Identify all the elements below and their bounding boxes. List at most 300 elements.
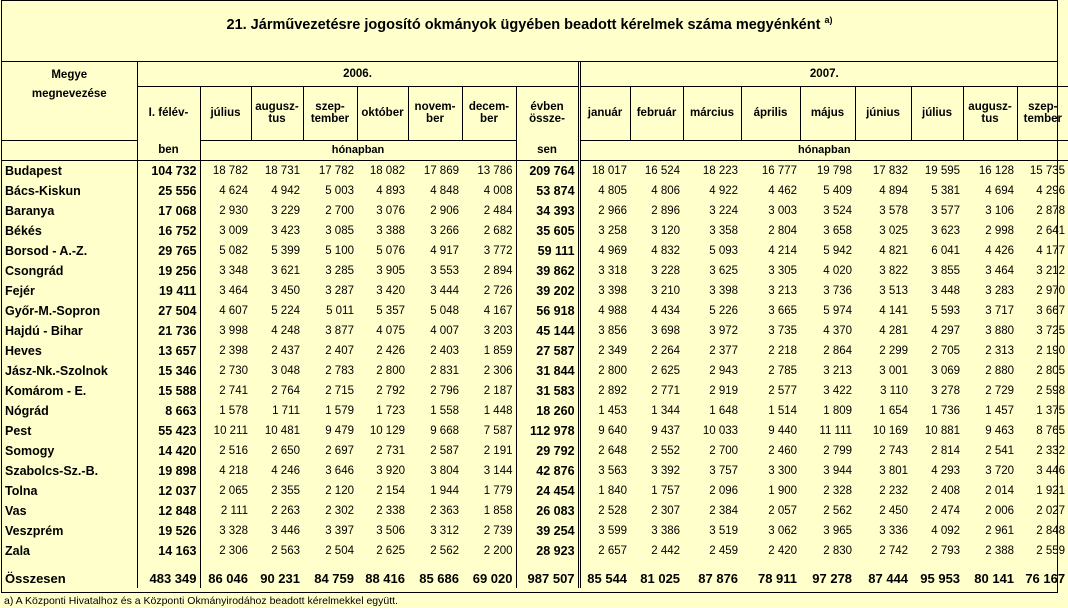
month-value-2007: 2 742 bbox=[879, 544, 909, 557]
month-value-2006: 5 003 bbox=[325, 184, 354, 197]
month-value-2007: 4 922 bbox=[709, 184, 739, 197]
month-value-2006: 2 562 bbox=[430, 544, 459, 557]
month-value-2006: 5 399 bbox=[271, 244, 300, 257]
county-row bbox=[2, 461, 1068, 481]
month-value-2007: 4 281 bbox=[879, 324, 909, 337]
month-value-2006: 3 646 bbox=[325, 464, 354, 477]
month-value-2007: 4 177 bbox=[1036, 244, 1066, 257]
month-value-2007: 3 069 bbox=[931, 364, 961, 377]
month-value-2007: 9 640 bbox=[579, 421, 630, 441]
month-header-label: június bbox=[866, 107, 900, 119]
annual-header-label: össze- bbox=[529, 113, 565, 126]
month-value-2006: 18 731 bbox=[264, 164, 300, 177]
month-value-2007: 80 141 bbox=[974, 570, 1015, 586]
month-value-2007: 3 210 bbox=[651, 284, 681, 297]
county-row bbox=[2, 221, 1068, 241]
month-value-2007: 2 541 bbox=[985, 444, 1015, 457]
annual-total-value: 31 844 bbox=[516, 361, 579, 381]
month-value-2007: 4 020 bbox=[823, 264, 853, 277]
month-value-2007: 3 464 bbox=[985, 264, 1015, 277]
month-value-2007: 2 190 bbox=[1036, 344, 1066, 357]
month-value-2006: 4 246 bbox=[271, 464, 300, 477]
month-value-2007: 95 953 bbox=[920, 570, 961, 586]
month-value-2007: 2 641 bbox=[1036, 224, 1066, 237]
month-header-label: május bbox=[810, 107, 845, 119]
month-value-2007: 3 665 bbox=[768, 304, 798, 317]
county-header-spacer bbox=[2, 140, 137, 160]
month-header-label: április bbox=[753, 107, 788, 119]
month-value-2007: 1 654 bbox=[879, 404, 909, 417]
county-row bbox=[2, 541, 1068, 561]
month-value-2007: 2 559 bbox=[1036, 544, 1066, 557]
month-value-2006: 2 792 bbox=[376, 384, 405, 397]
month-value-2006: 2 426 bbox=[376, 344, 405, 357]
month-value-2007: 2 804 bbox=[768, 224, 798, 237]
month-value-2007: 1 809 bbox=[823, 404, 853, 417]
month-value-2006: 86 046 bbox=[200, 561, 251, 588]
county-row bbox=[2, 241, 1068, 261]
county-name: Zala bbox=[5, 543, 31, 558]
month-value-2007: 2 998 bbox=[985, 224, 1015, 237]
month-value-2006: 2 682 bbox=[483, 224, 513, 237]
month-value-2007: 3 358 bbox=[709, 224, 739, 237]
month-value-2007: 1 757 bbox=[651, 484, 681, 497]
h1-value: 15 346 bbox=[137, 361, 200, 381]
month-value-2007: 3 801 bbox=[879, 464, 909, 477]
county-row bbox=[2, 301, 1068, 321]
month-value-2007: 3 305 bbox=[768, 264, 798, 277]
month-value-2006: 2 111 bbox=[200, 501, 251, 521]
month-value-2006: 2 563 bbox=[271, 544, 300, 557]
county-row bbox=[2, 521, 1068, 541]
month-value-2007: 76 167 bbox=[1025, 570, 1066, 586]
month-value-2006: 3 553 bbox=[430, 264, 459, 277]
month-value-2007: 2 388 bbox=[985, 544, 1015, 557]
month-value-2006: 2 306 bbox=[200, 541, 251, 561]
month-value-2007: 2 218 bbox=[768, 344, 798, 357]
annual-total-value: 18 260 bbox=[516, 401, 579, 421]
annual-total-value: 39 202 bbox=[516, 281, 579, 301]
h1-value: 19 411 bbox=[137, 281, 200, 301]
month-value-2007: 15 735 bbox=[1029, 164, 1066, 177]
month-header-label: július bbox=[922, 107, 953, 119]
month-value-2006: 3 423 bbox=[271, 224, 300, 237]
county-header-line-1: Megye bbox=[51, 69, 88, 81]
month-value-2007: 3 578 bbox=[879, 204, 909, 217]
month-value-2007: 2 562 bbox=[823, 504, 853, 517]
month-value-2006: 13 786 bbox=[477, 164, 513, 177]
month-value-2006: 18 782 bbox=[200, 160, 251, 181]
month-value-2007: 3 735 bbox=[768, 324, 798, 337]
month-value-2007: 16 128 bbox=[978, 164, 1015, 177]
month-value-2007: 3 855 bbox=[931, 264, 961, 277]
county-row bbox=[2, 481, 1068, 501]
month-value-2006: 2 726 bbox=[483, 284, 513, 297]
h1-header-ben: ben bbox=[137, 140, 200, 160]
month-value-2007: 4 297 bbox=[931, 324, 961, 337]
month-value-2006: 2 338 bbox=[376, 504, 405, 517]
month-value-2007: 2 377 bbox=[709, 344, 739, 357]
month-value-2007: 2 799 bbox=[823, 444, 853, 457]
month-value-2006: 2 731 bbox=[376, 444, 405, 457]
county-name: Hajdú - Bihar bbox=[5, 323, 83, 338]
h1-value: 14 163 bbox=[137, 541, 200, 561]
month-value-2007: 4 969 bbox=[579, 241, 630, 261]
county-name: Bács-Kiskun bbox=[5, 183, 81, 198]
month-value-2006: 10 211 bbox=[200, 421, 251, 441]
county-row bbox=[2, 381, 1068, 401]
month-value-2007: 2 474 bbox=[931, 504, 961, 517]
month-value-2007: 2 408 bbox=[931, 484, 961, 497]
annual-total-value: 56 918 bbox=[516, 301, 579, 321]
county-name: Nógrád bbox=[5, 403, 49, 418]
month-value-2006: 2 407 bbox=[325, 344, 354, 357]
month-value-2007: 3 599 bbox=[579, 521, 630, 541]
county-name: Borsod - A.-Z. bbox=[5, 243, 88, 258]
month-value-2007: 2 657 bbox=[579, 541, 630, 561]
month-header-label-cont: ber bbox=[426, 113, 444, 125]
month-header-label: február bbox=[636, 107, 677, 119]
month-header-label: augusz- bbox=[968, 101, 1012, 113]
month-value-2007: 3 658 bbox=[823, 224, 853, 237]
month-header-label: január bbox=[587, 107, 623, 119]
month-value-2007: 11 111 bbox=[819, 424, 853, 437]
annual-total-value: 26 083 bbox=[516, 501, 579, 521]
month-value-2007: 2 805 bbox=[1036, 364, 1066, 377]
month-value-2007: 4 426 bbox=[985, 244, 1015, 257]
month-value-2007: 78 911 bbox=[757, 570, 798, 586]
month-value-2006: 3 312 bbox=[430, 524, 459, 537]
month-value-2007: 3 336 bbox=[879, 524, 909, 537]
table-title-bar bbox=[2, 1, 1057, 62]
month-value-2006: 2 154 bbox=[376, 484, 405, 497]
month-value-2007: 8 765 bbox=[1036, 424, 1066, 437]
month-value-2006: 3 506 bbox=[376, 524, 405, 537]
month-header-2006 bbox=[462, 86, 516, 140]
month-value-2006: 3 450 bbox=[271, 284, 300, 297]
month-value-2006: 2 302 bbox=[325, 504, 354, 517]
month-value-2007: 5 942 bbox=[823, 244, 853, 257]
h1-value: 14 420 bbox=[137, 441, 200, 461]
county-row bbox=[2, 361, 1068, 381]
month-value-2006: 3 388 bbox=[376, 224, 405, 237]
month-value-2006: 3 144 bbox=[483, 464, 513, 477]
annual-total-value: 39 862 bbox=[516, 261, 579, 281]
month-value-2007: 16 777 bbox=[761, 164, 798, 177]
month-value-2006: 4 848 bbox=[430, 184, 459, 197]
month-value-2006: 2 120 bbox=[325, 484, 354, 497]
month-value-2007: 97 278 bbox=[812, 570, 853, 586]
month-value-2006: 2 191 bbox=[483, 444, 513, 457]
month-value-2007: 1 921 bbox=[1036, 484, 1066, 497]
month-value-2006: 3 285 bbox=[325, 264, 354, 277]
county-header bbox=[2, 62, 137, 140]
month-value-2006: 2 187 bbox=[483, 384, 513, 397]
month-value-2007: 2 027 bbox=[1036, 504, 1066, 517]
statistics-page bbox=[1, 0, 1066, 607]
annual-header-sen: sen bbox=[516, 140, 579, 160]
month-value-2007: 2 814 bbox=[931, 444, 961, 457]
month-header-label-cont: ber bbox=[480, 113, 498, 125]
month-value-2007: 2 864 bbox=[823, 344, 853, 357]
month-value-2007: 3 944 bbox=[823, 464, 853, 477]
month-value-2006: 2 783 bbox=[325, 364, 354, 377]
county-name: Budapest bbox=[5, 163, 62, 178]
month-value-2006: 3 877 bbox=[325, 324, 354, 337]
month-value-2007: 2 349 bbox=[579, 341, 630, 361]
data-table bbox=[2, 62, 1068, 588]
month-value-2006: 2 700 bbox=[325, 204, 354, 217]
month-value-2007: 5 974 bbox=[823, 304, 853, 317]
month-value-2007: 2 771 bbox=[651, 384, 681, 397]
month-value-2007: 2 785 bbox=[768, 364, 798, 377]
county-name: Heves bbox=[5, 343, 42, 358]
month-value-2006: 9 668 bbox=[430, 424, 459, 437]
annual-total-value: 53 874 bbox=[516, 181, 579, 201]
month-value-2006: 3 328 bbox=[200, 521, 251, 541]
month-value-2007: 3 398 bbox=[579, 281, 630, 301]
month-value-2007: 3 422 bbox=[823, 384, 853, 397]
month-value-2006: 84 759 bbox=[314, 570, 354, 586]
month-value-2007: 3 856 bbox=[579, 321, 630, 341]
month-value-2007: 3 001 bbox=[879, 364, 909, 377]
month-header-label: novem- bbox=[414, 101, 456, 113]
month-header-label: október bbox=[361, 107, 404, 119]
month-header-2006 bbox=[200, 86, 251, 140]
month-value-2006: 3 772 bbox=[483, 244, 513, 257]
month-value-2007: 2 705 bbox=[931, 344, 961, 357]
county-name: Jász-Nk.-Szolnok bbox=[5, 363, 108, 378]
county-row bbox=[2, 441, 1068, 461]
month-value-2006: 4 167 bbox=[483, 304, 513, 317]
table-body bbox=[2, 160, 1068, 588]
county-row bbox=[2, 201, 1068, 221]
month-value-2006: 3 203 bbox=[483, 324, 513, 337]
month-value-2006: 7 587 bbox=[483, 424, 513, 437]
month-value-2007: 2 332 bbox=[1036, 444, 1066, 457]
table-header bbox=[2, 62, 1068, 160]
month-value-2007: 3 283 bbox=[985, 284, 1015, 297]
month-value-2006: 2 650 bbox=[271, 444, 300, 457]
month-value-2006: 2 065 bbox=[200, 481, 251, 501]
month-header-2006 bbox=[303, 86, 357, 140]
county-name: Szabolcs-Sz.-B. bbox=[5, 463, 99, 478]
month-header-label: július bbox=[210, 107, 241, 119]
month-value-2007: 19 595 bbox=[924, 164, 961, 177]
month-value-2007: 1 648 bbox=[709, 404, 739, 417]
month-value-2007: 3 519 bbox=[709, 524, 739, 537]
month-value-2007: 3 258 bbox=[579, 221, 630, 241]
month-value-2007: 2 743 bbox=[879, 444, 909, 457]
month-value-2006: 2 739 bbox=[483, 524, 513, 537]
month-value-2007: 1 457 bbox=[985, 404, 1015, 417]
county-name: Tolna bbox=[5, 483, 38, 498]
month-value-2007: 3 667 bbox=[1036, 304, 1066, 317]
month-value-2006: 1 558 bbox=[430, 404, 459, 417]
month-value-2007: 2 943 bbox=[709, 364, 739, 377]
month-header-2007 bbox=[800, 86, 855, 140]
month-header-2007 bbox=[579, 86, 630, 140]
month-value-2007: 3 972 bbox=[709, 324, 739, 337]
month-value-2007: 3 757 bbox=[709, 464, 739, 477]
month-value-2007: 2 384 bbox=[709, 504, 739, 517]
county-name: Fejér bbox=[5, 283, 35, 298]
county-name: Baranya bbox=[5, 203, 55, 218]
month-value-2006: 2 587 bbox=[430, 444, 459, 457]
county-name: Veszprém bbox=[5, 523, 64, 538]
month-value-2007: 2 307 bbox=[651, 504, 681, 517]
month-value-2006: 2 504 bbox=[325, 544, 354, 557]
h1-header-label: I. félév- bbox=[148, 107, 189, 120]
month-value-2007: 10 033 bbox=[702, 424, 739, 437]
month-header-2007 bbox=[855, 86, 911, 140]
month-value-2007: 2 264 bbox=[651, 344, 681, 357]
month-value-2006: 3 920 bbox=[376, 464, 405, 477]
month-value-2007: 87 444 bbox=[868, 570, 909, 586]
month-value-2007: 2 552 bbox=[651, 444, 681, 457]
month-value-2007: 2 006 bbox=[985, 504, 1015, 517]
annual-total-value: 59 111 bbox=[516, 241, 579, 261]
month-value-2007: 3 563 bbox=[579, 461, 630, 481]
month-value-2007: 2 966 bbox=[579, 201, 630, 221]
county-row bbox=[2, 181, 1068, 201]
month-value-2006: 5 082 bbox=[200, 241, 251, 261]
month-value-2007: 5 226 bbox=[709, 304, 739, 317]
h1-value: 483 349 bbox=[137, 561, 200, 588]
month-value-2006: 9 479 bbox=[325, 424, 354, 437]
county-row bbox=[2, 261, 1068, 281]
month-value-2007: 1 453 bbox=[579, 401, 630, 421]
month-value-2007: 4 832 bbox=[651, 244, 681, 257]
month-value-2006: 4 624 bbox=[200, 181, 251, 201]
month-value-2007: 3 213 bbox=[768, 284, 798, 297]
month-value-2007: 1 900 bbox=[768, 484, 798, 497]
month-value-2007: 2 096 bbox=[709, 484, 739, 497]
annual-total-value: 42 876 bbox=[516, 461, 579, 481]
h1-value: 19 898 bbox=[137, 461, 200, 481]
month-value-2007: 2 919 bbox=[709, 384, 739, 397]
month-value-2006: 5 357 bbox=[376, 304, 405, 317]
month-value-2007: 2 014 bbox=[985, 484, 1015, 497]
county-row bbox=[2, 160, 1068, 181]
month-value-2006: 5 011 bbox=[326, 304, 354, 317]
month-value-2006: 3 009 bbox=[200, 221, 251, 241]
annual-total-value: 987 507 bbox=[516, 561, 579, 588]
month-header-label: decem- bbox=[468, 101, 510, 113]
monthly-header-2006: hónapban bbox=[200, 140, 516, 160]
month-value-2006: 4 218 bbox=[200, 461, 251, 481]
county-row bbox=[2, 501, 1068, 521]
month-value-2007: 4 293 bbox=[931, 464, 961, 477]
county-name: Pest bbox=[5, 423, 32, 438]
h1-value: 17 068 bbox=[137, 201, 200, 221]
month-value-2006: 2 730 bbox=[200, 361, 251, 381]
month-value-2007: 10 169 bbox=[872, 424, 909, 437]
month-value-2007: 3 278 bbox=[931, 384, 961, 397]
month-value-2006: 2 403 bbox=[430, 344, 459, 357]
month-value-2007: 3 717 bbox=[985, 304, 1015, 317]
month-value-2006: 3 905 bbox=[376, 264, 405, 277]
month-value-2007: 3 965 bbox=[823, 524, 853, 537]
month-value-2007: 2 460 bbox=[768, 444, 798, 457]
month-value-2006: 1 858 bbox=[483, 504, 513, 517]
h1-value: 15 588 bbox=[137, 381, 200, 401]
month-value-2007: 3 736 bbox=[823, 284, 853, 297]
month-value-2006: 3 266 bbox=[430, 224, 459, 237]
month-value-2006: 1 779 bbox=[483, 484, 513, 497]
county-row bbox=[2, 341, 1068, 361]
month-value-2007: 3 513 bbox=[879, 284, 909, 297]
month-value-2007: 2 800 bbox=[579, 361, 630, 381]
h1-value: 27 504 bbox=[137, 301, 200, 321]
month-value-2007: 4 370 bbox=[823, 324, 853, 337]
footnote: a) A Központi Hivatalhoz és a Központi Okmányirodához beadott kérelmekkel együtt. bbox=[4, 595, 398, 607]
month-value-2007: 4 694 bbox=[985, 184, 1015, 197]
month-value-2007: 3 625 bbox=[709, 264, 739, 277]
month-value-2006: 2 796 bbox=[430, 384, 459, 397]
month-header-2007 bbox=[1017, 86, 1068, 140]
month-value-2007: 2 880 bbox=[985, 364, 1015, 377]
month-value-2007: 2 625 bbox=[651, 364, 681, 377]
total-row bbox=[2, 561, 1068, 588]
month-value-2007: 2 459 bbox=[709, 544, 739, 557]
county-row bbox=[2, 281, 1068, 301]
month-value-2007: 2 793 bbox=[931, 544, 961, 557]
county-name: Békés bbox=[5, 223, 42, 238]
month-value-2007: 2 577 bbox=[768, 384, 798, 397]
month-value-2007: 3 062 bbox=[768, 524, 798, 537]
month-value-2007: 9 440 bbox=[768, 424, 798, 437]
month-value-2007: 2 848 bbox=[1036, 524, 1066, 537]
annual-total-value: 27 587 bbox=[516, 341, 579, 361]
month-value-2007: 3 698 bbox=[651, 324, 681, 337]
month-value-2007: 9 463 bbox=[985, 424, 1015, 437]
month-value-2006: 2 906 bbox=[430, 204, 459, 217]
annual-total-value: 24 454 bbox=[516, 481, 579, 501]
month-value-2007: 3 025 bbox=[879, 224, 909, 237]
county-name: Komárom - E. bbox=[5, 383, 87, 398]
month-header-label: szep- bbox=[1028, 101, 1058, 113]
month-header-2007 bbox=[683, 86, 741, 140]
month-value-2006: 4 942 bbox=[271, 184, 300, 197]
h1-header bbox=[137, 86, 200, 140]
month-value-2007: 3 398 bbox=[709, 284, 739, 297]
monthly-header-2007: hónapban bbox=[579, 140, 1068, 160]
month-value-2006: 4 008 bbox=[483, 184, 513, 197]
month-value-2006: 2 484 bbox=[483, 204, 513, 217]
h1-value: 104 732 bbox=[137, 160, 200, 181]
month-value-2007: 3 386 bbox=[651, 524, 681, 537]
month-value-2007: 10 881 bbox=[924, 424, 961, 437]
annual-total-value: 35 605 bbox=[516, 221, 579, 241]
month-value-2007: 3 577 bbox=[931, 204, 961, 217]
month-value-2006: 2 764 bbox=[271, 384, 300, 397]
month-value-2006: 4 607 bbox=[200, 301, 251, 321]
month-header-label-cont: tus bbox=[268, 113, 286, 125]
month-value-2007: 1 840 bbox=[579, 481, 630, 501]
h1-value: 12 037 bbox=[137, 481, 200, 501]
annual-total-value: 45 144 bbox=[516, 321, 579, 341]
month-value-2006: 3 621 bbox=[271, 264, 300, 277]
month-value-2007: 4 806 bbox=[651, 184, 681, 197]
month-value-2006: 3 804 bbox=[430, 464, 459, 477]
month-value-2006: 5 076 bbox=[376, 244, 405, 257]
month-value-2007: 2 700 bbox=[709, 444, 739, 457]
month-value-2007: 3 448 bbox=[931, 284, 961, 297]
month-value-2006: 2 398 bbox=[200, 341, 251, 361]
h1-value: 21 736 bbox=[137, 321, 200, 341]
month-value-2007: 3 212 bbox=[1036, 264, 1066, 277]
